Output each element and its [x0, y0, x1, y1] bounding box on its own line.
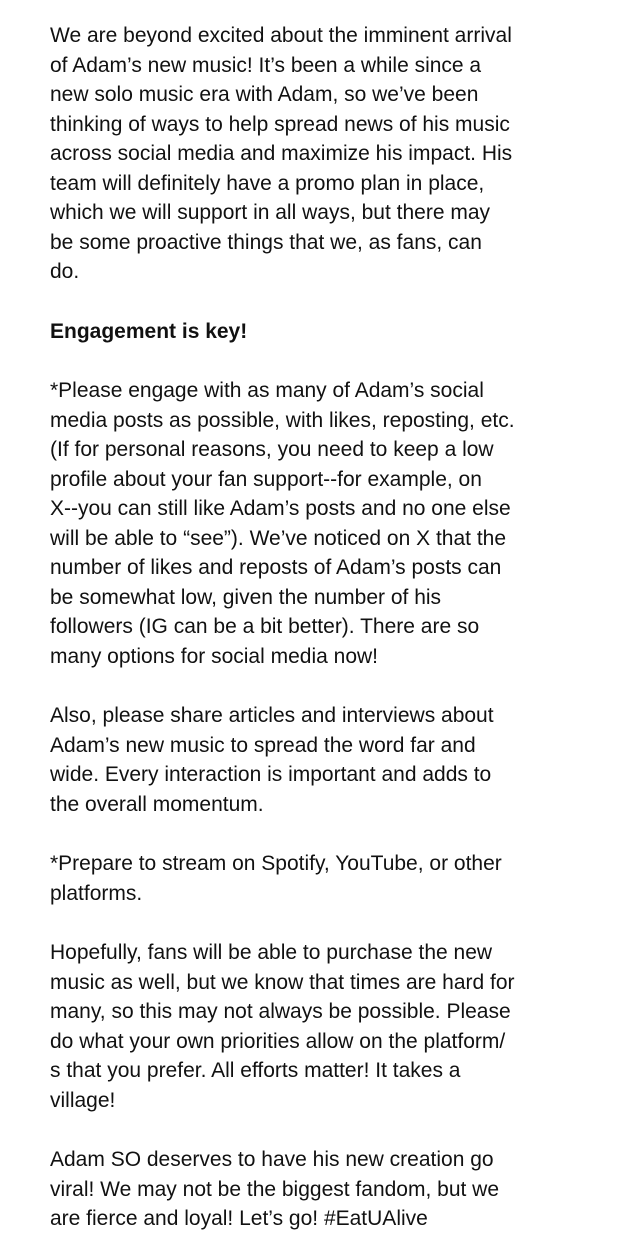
purchase-paragraph: Hopefully, fans will be able to purchase the new music as well, but we know that times are hard for many, so this may not always be possible. Please do what your own priorities allow on the platform/ s that you prefer. All efforts matter! It takes a village! — [50, 941, 515, 1112]
section-heading: Engagement is key! — [50, 319, 248, 343]
closing-paragraph: Adam SO deserves to have his new creation go viral! We may not be the biggest fandom, but we are fierce and loyal! Let’s go! #EatUAlive — [50, 1148, 500, 1230]
stream-paragraph: *Prepare to stream on Spotify, YouTube, or other platforms. — [50, 852, 502, 905]
intro-paragraph: We are beyond excited about the imminent arrival of Adam’s new music! It’s been a while since a new solo music era with Adam, so we’ve been thinking of ways to help spread news of his music across social media and maximize his impact. His team will definitely have a promo plan in place, which we will support in all ways, but there may be some proactive things that we, as fans, can do. — [50, 24, 513, 283]
share-paragraph: Also, please share articles and interviews about Adam’s new music to spread the word far and wide. Every interaction is important and adds to the overall momentum. — [50, 704, 494, 816]
engage-paragraph: *Please engage with as many of Adam’s social media posts as possible, with likes, reposting, etc. (If for personal reasons, you need to keep a low profile about your fan support--for example, on X--you can still like Adam’s posts and no one else will be able to “see”). We’ve noticed on X that the number of likes and reposts of Adam’s posts can be somewhat low, given the number of his followers (IG can be a bit better). There are so many options for social media now! — [50, 379, 515, 668]
